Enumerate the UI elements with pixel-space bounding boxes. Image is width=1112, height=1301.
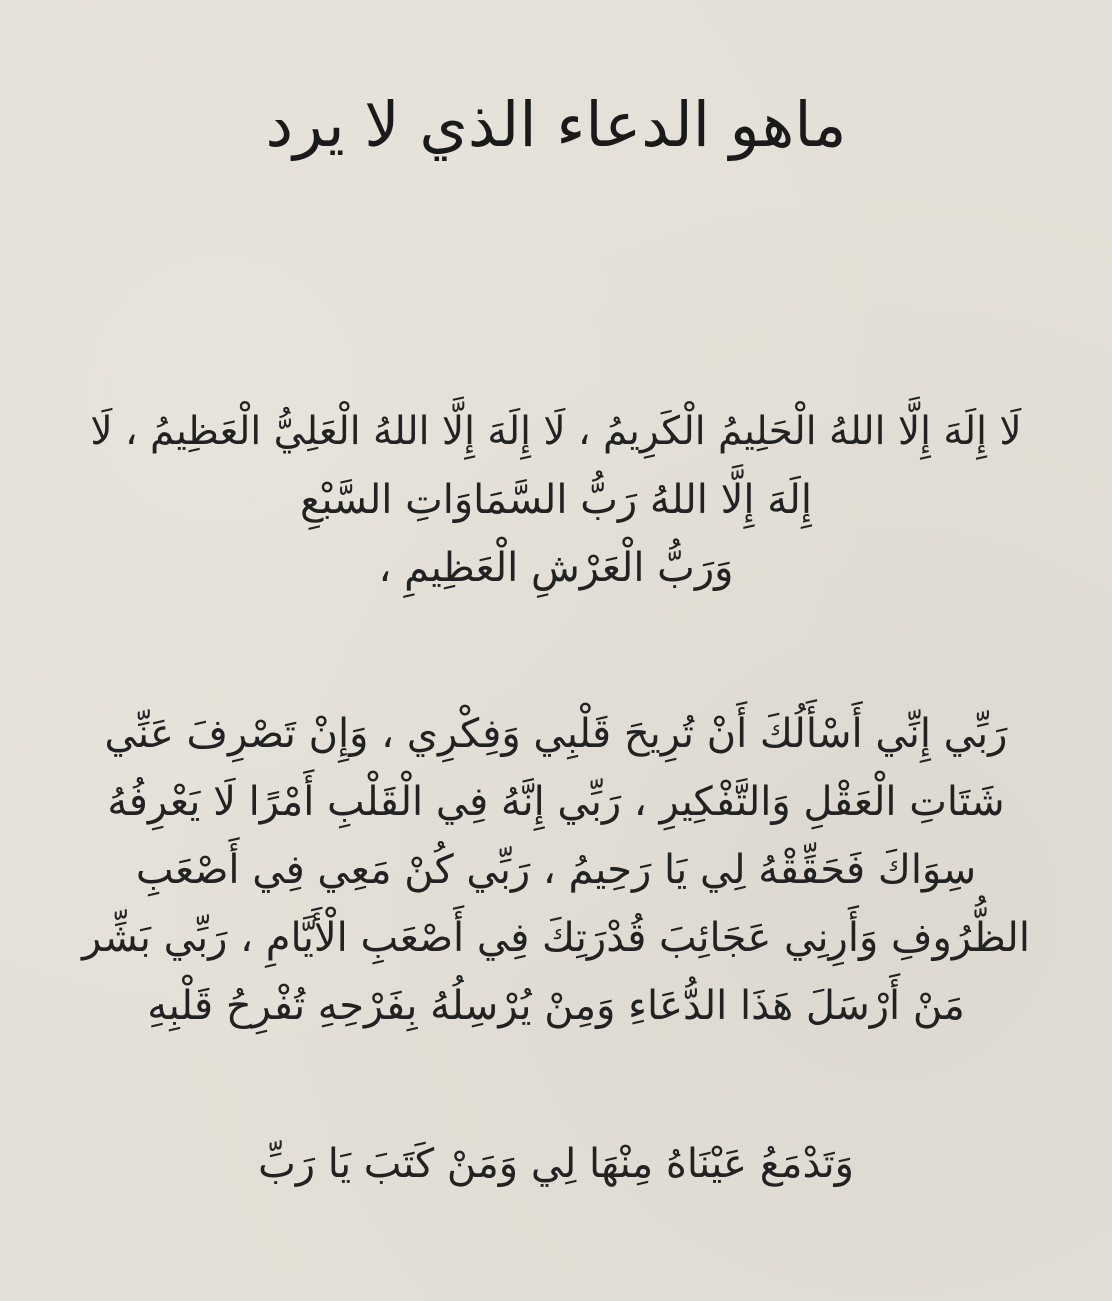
stanza-line: مَنْ أَرْسَلَ هَذَا الدُّعَاءِ وَمِنْ يُرْسِلُهُ بِفَرْحِهِ تُفْرِحُ قَلْبِهِ [147, 983, 965, 1029]
stanza-line: شَتَاتِ الْعَقْلِ وَالتَّفْكِيرِ ، رَبِّي إِنَّهُ فِي الْقَلْبِ أَمْرًا لَا يَعْرِفُهُ [107, 779, 1005, 825]
page-title: ماهو الدعاء الذي لا يرد [265, 88, 847, 161]
stanza-1 [80, 398, 1032, 602]
stanza-2 [80, 700, 1032, 1040]
stanza-line: الظُّرُوفِ وَأَرِنِي عَجَائِبَ قُدْرَتِكَ فِي أَصْعَبِ الْأَيَّامِ ، رَبِّي بَشِّر [82, 915, 1030, 961]
stanza-line: وَرَبُّ الْعَرْشِ الْعَظِيمِ ، [378, 545, 734, 591]
stanza-3 [80, 1130, 1032, 1198]
stanza-line: لَا إِلَهَ إِلَّا اللهُ الْحَلِيمُ الْكَرِيمُ ، لَا إِلَهَ إِلَّا اللهُ الْعَلِيُّ الْعَظِيمُ ، لَا [90, 409, 1022, 454]
stanza-line: إِلَهَ إِلَّا اللهُ رَبُّ السَّمَاوَاتِ السَّبْعِ [300, 477, 812, 523]
stanza-line: وَتَدْمَعُ عَيْنَاهُ مِنْهَا لِي وَمَنْ كَتَبَ يَا رَبِّ [258, 1141, 854, 1187]
stanza-line: رَبِّي إِنِّي أَسْأَلُكَ أَنْ تُرِيحَ قَلْبِي وَفِكْرِي ، وَإِنْ تَصْرِفَ عَنِّي [104, 711, 1008, 757]
stanza-line: سِوَاكَ فَحَقِّقْهُ لِي يَا رَحِيمُ ، رَبِّي كُنْ مَعِي فِي أَصْعَبِ [135, 847, 977, 893]
